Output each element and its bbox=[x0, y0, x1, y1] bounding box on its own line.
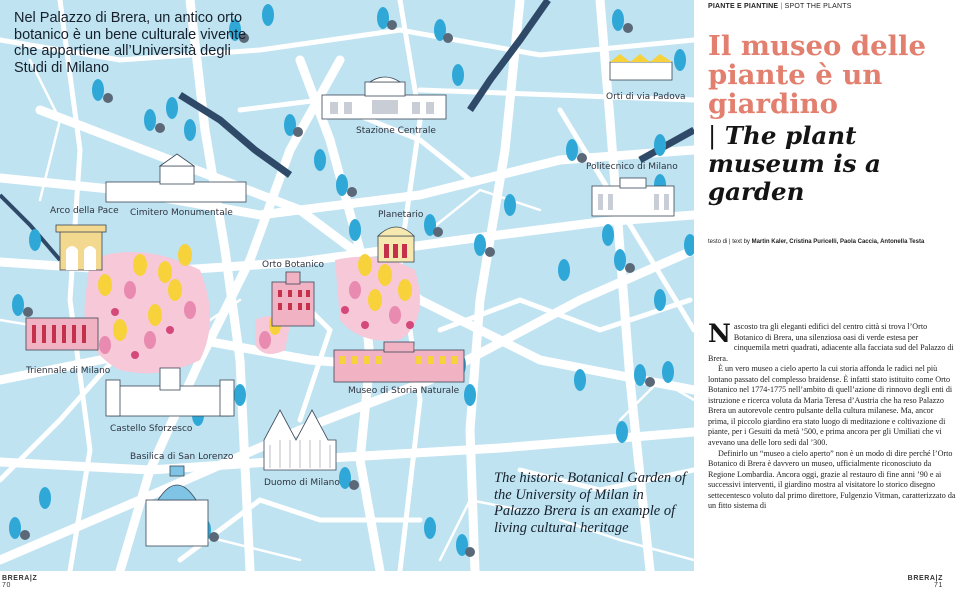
credits-authors: Martin Kaler, Cristina Puricelli, Paola Caccia, Antonella Testa bbox=[751, 239, 925, 245]
folio-left bbox=[2, 575, 37, 589]
article-body bbox=[708, 319, 956, 512]
paragraph-1-text: ascosto tra gli eleganti edifici del centro città si trova l’Orto Botanico di Brera, una silenziosa oasi di verde estesa per cinquemila metri quadrati, adiacente alla facciata sud del Palazzo di Brera. bbox=[708, 322, 954, 363]
label-stazione-centrale: Stazione Centrale bbox=[356, 126, 436, 136]
article-title-english bbox=[708, 122, 958, 206]
label-museo-storia: Museo di Storia Naturale bbox=[348, 386, 460, 396]
page-number-left: 70 bbox=[2, 582, 11, 589]
map-caption-english: The historic Botanical Garden of the University of Milan in Palazzo Brera is an example of living cultural heritage bbox=[494, 470, 686, 536]
body-paragraph bbox=[708, 319, 956, 364]
folio-brand-right: BRERA|Z bbox=[907, 575, 943, 582]
label-politecnico: Politecnico di Milano bbox=[586, 162, 678, 172]
label-castello: Castello Sforzesco bbox=[110, 424, 193, 434]
label-planetario: Planetario bbox=[378, 210, 424, 220]
page-number-right: 71 bbox=[934, 582, 943, 589]
article-page bbox=[694, 0, 960, 571]
article-credits bbox=[708, 238, 948, 247]
label-basilica: Basilica di San Lorenzo bbox=[130, 452, 234, 462]
title-english-text: The plant museum is a garden bbox=[708, 121, 881, 206]
canal bbox=[0, 195, 60, 260]
folio-brand-left: BRERA|Z bbox=[2, 575, 38, 582]
section-rubric bbox=[708, 3, 852, 10]
drop-cap: N bbox=[708, 319, 731, 348]
title-divider: | bbox=[708, 121, 717, 150]
folio-right bbox=[903, 575, 943, 589]
rubric-divider: | bbox=[780, 3, 783, 10]
article-title-italian: Il museo delle piante è un giardino bbox=[708, 30, 926, 120]
rubric-english: SPOT THE PLANTS bbox=[784, 3, 852, 10]
label-triennale: Triennale di Milano bbox=[26, 366, 111, 376]
rubric-section: PIANTE E PIANTINE bbox=[708, 3, 779, 10]
label-duomo: Duomo di Milano bbox=[264, 478, 340, 488]
label-cimitero: Cimitero Monumentale bbox=[130, 208, 233, 218]
label-arco-pace: Arco della Pace bbox=[50, 206, 119, 216]
body-paragraph: È un vero museo a cielo aperto la cui storia affonda le radici nel più lontano passato del complesso braidense. È infatti stato istituito come Orto Botanico nel 1774-1775 nell’ambito di quell’azione di rinnovo degli enti di istruzione e ricerca voluta da Maria Teresa d’Austria che ha reso Palazzo Brera un autorevole centro pulsante della cultura milanese. Ma, ancor prima, il piccolo giardino era stato luogo di meditazione e coltivazione di piante, per i Gesuiti da metà ’500, e prima ancora per gli Umiliati che vi avevano una delle loro sedi dal ’300. bbox=[708, 364, 953, 448]
credits-prefix: testo di | text by bbox=[708, 239, 750, 245]
label-orti-via-padova: Orti di via Padova bbox=[606, 92, 686, 102]
body-paragraph: Definirlo un “museo a cielo aperto” non è un modo di dire perché l’Orto Botanico di Brera è davvero un museo, ufficialmente riconosciuto da Regione Lombardia. Ancora oggi, grazie al restauro di fine anni ’90 e ai successivi interventi, il giardino mostra al visitatore lo storico disegno settecentesco voluto dal primo direttore, Fulgenzio Vitman, caratterizzato da un fitto sistema di bbox=[708, 448, 956, 511]
label-orto-botanico: Orto Botanico bbox=[262, 260, 325, 270]
map-caption-italian: Nel Palazzo di Brera, un antico orto botanico è un bene culturale vivente che appartiene all’Università degli Studi di Milano bbox=[14, 10, 247, 76]
